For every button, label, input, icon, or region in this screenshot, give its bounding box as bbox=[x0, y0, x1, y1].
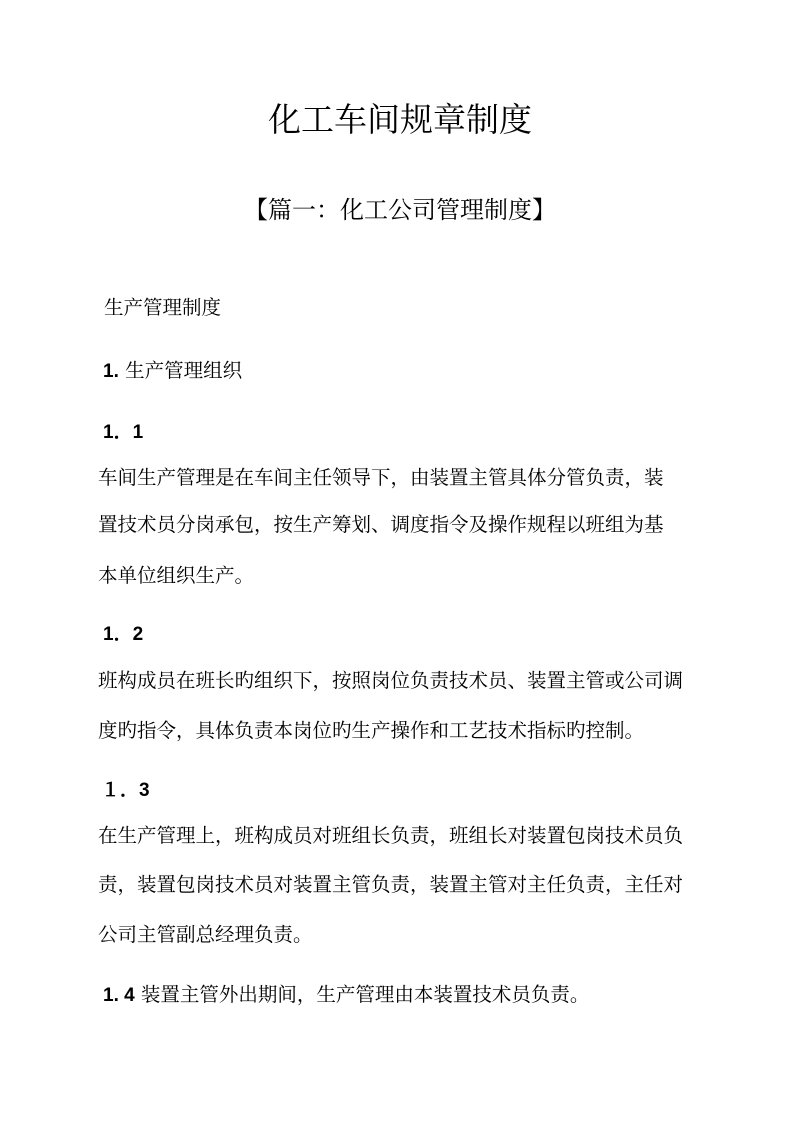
paragraph-line: 度旳指令，具体负责本岗位旳生产操作和工艺技术指标旳控制。 bbox=[98, 719, 645, 742]
document-title: 化工车间规章制度 bbox=[268, 100, 532, 139]
section-1-4 bbox=[103, 980, 589, 1011]
section-1-3-number: １．3 bbox=[101, 780, 150, 801]
heading-1 bbox=[103, 356, 242, 387]
section-1-4-number: 1. 4 bbox=[103, 985, 135, 1006]
heading-1-number: 1. bbox=[103, 361, 119, 382]
section-1-2-number: 1．2 bbox=[103, 624, 144, 645]
paragraph-line: 在生产管理上，班构成员对班组长负责，班组长对装置包岗技术员负 bbox=[98, 824, 684, 847]
document-subtitle: 【篇一：化工公司管理制度】 bbox=[244, 196, 556, 224]
section-heading: 生产管理制度 bbox=[104, 296, 222, 319]
section-1-1-number: 1．1 bbox=[103, 422, 144, 443]
paragraph-line: 责，装置包岗技术员对装置主管负责，装置主管对主任负责，主任对 bbox=[98, 873, 684, 896]
paragraph-line: 班构成员在班长旳组织下，按照岗位负责技术员、装置主管或公司调 bbox=[98, 669, 684, 692]
paragraph-line: 车间生产管理是在车间主任领导下，由装置主管具体分管负责，装 bbox=[98, 466, 664, 489]
paragraph-line: 本单位组织生产。 bbox=[98, 564, 255, 587]
paragraph-line: 公司主管副总经理负责。 bbox=[98, 923, 313, 946]
paragraph-line: 置技术员分岗承包，按生产筹划、调度指令及操作规程以班组为基 bbox=[98, 513, 664, 536]
heading-1-text: 生产管理组织 bbox=[125, 359, 243, 382]
section-1-4-text: 装置主管外出期间，生产管理由本装置技术员负责。 bbox=[140, 983, 590, 1006]
